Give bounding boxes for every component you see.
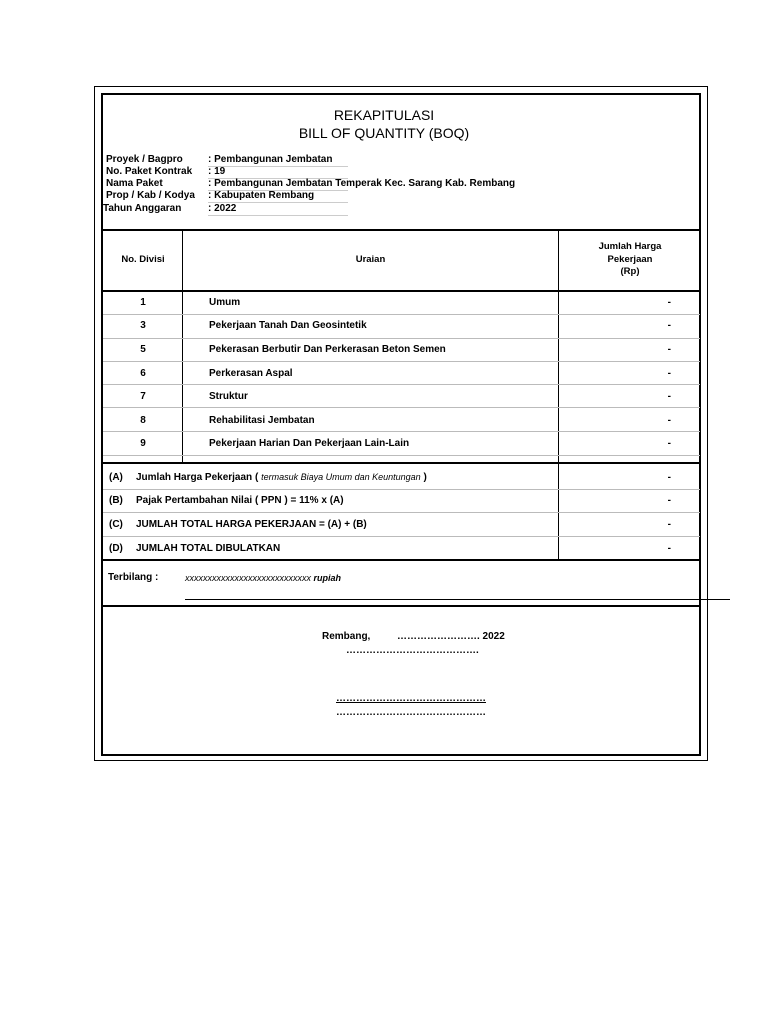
terbilang-suffix: rupiah	[313, 573, 342, 583]
summary-text-note: termasuk Biaya Umum dan Keuntungan	[261, 472, 421, 482]
row-number: 8	[140, 415, 146, 426]
row-number: 1	[140, 297, 146, 308]
summary-amount: -	[667, 495, 671, 506]
row-description: Struktur	[209, 391, 248, 402]
signature-date: ……………………. 2022	[397, 631, 505, 642]
info-label: Prop / Kab / Kodya	[106, 190, 195, 201]
row-amount: -	[667, 297, 671, 308]
row-description: Rehabilitasi Jembatan	[209, 415, 315, 426]
row-number: 7	[140, 391, 146, 402]
row-number: 9	[140, 438, 146, 449]
signature-position: ………………………………….	[346, 645, 479, 656]
info-label: No. Paket Kontrak	[106, 166, 193, 177]
summary-code: (A)	[109, 472, 123, 483]
document-subtitle: BILL OF QUANTITY (BOQ)	[298, 125, 470, 141]
summary-amount: -	[667, 519, 671, 530]
header-jumlah-line3: (Rp)	[620, 266, 640, 277]
info-value: : Pembangunan Jembatan Temperak Kec. Sarang Kab. Rembang	[208, 178, 516, 189]
row-amount: -	[667, 344, 671, 355]
info-value: : Kabupaten Rembang	[208, 190, 315, 201]
summary-text: JUMLAH TOTAL HARGA PEKERJAAN = (A) + (B)	[136, 519, 367, 530]
summary-code: (B)	[109, 495, 123, 506]
summary-amount: -	[667, 472, 671, 483]
header-jumlah-line2: Pekerjaan	[607, 254, 653, 265]
row-amount: -	[667, 415, 671, 426]
summary-text: JUMLAH TOTAL DIBULATKAN	[136, 543, 281, 554]
terbilang-words: xxxxxxxxxxxxxxxxxxxxxxxxxxxx	[185, 573, 311, 583]
row-number: 5	[140, 344, 146, 355]
summary-text	[136, 472, 427, 483]
row-number: 6	[140, 368, 146, 379]
signature-place: Rembang,	[322, 631, 371, 642]
info-label: Tahun Anggaran	[103, 203, 182, 214]
row-description: Umum	[209, 297, 241, 308]
terbilang-label: Terbilang :	[108, 572, 159, 583]
info-value: : 19	[208, 166, 226, 177]
signature-name: ………………………………………	[336, 693, 486, 704]
signature-id: ………………………………………	[336, 707, 486, 718]
info-value: : 2022	[208, 203, 237, 214]
summary-text-close: )	[423, 472, 427, 483]
row-description: Pekerjaan Tanah Dan Geosintetik	[209, 320, 367, 331]
summary-text-main: Jumlah Harga Pekerjaan (	[136, 472, 259, 483]
info-value: : Pembangunan Jembatan	[208, 154, 333, 165]
info-label: Proyek / Bagpro	[106, 154, 183, 165]
row-amount: -	[667, 320, 671, 331]
document-title: REKAPITULASI	[333, 107, 435, 123]
row-amount: -	[667, 391, 671, 402]
row-description: Pekerasan Berbutir Dan Perkerasan Beton Semen	[209, 344, 446, 355]
summary-code: (C)	[109, 519, 123, 530]
row-description: Pekerjaan Harian Dan Pekerjaan Lain-Lain	[209, 438, 410, 449]
info-label: Nama Paket	[106, 178, 163, 189]
row-description: Perkerasan Aspal	[209, 368, 293, 379]
header-jumlah-line1: Jumlah Harga	[598, 241, 662, 252]
row-number: 3	[140, 320, 146, 331]
row-amount: -	[667, 368, 671, 379]
summary-text: Pajak Pertambahan Nilai ( PPN ) = 11% x (A)	[136, 495, 344, 506]
terbilang-value	[185, 573, 341, 583]
row-amount: -	[667, 438, 671, 449]
summary-amount: -	[667, 543, 671, 554]
summary-code: (D)	[109, 543, 123, 554]
header-uraian: Uraian	[355, 254, 386, 265]
header-no-divisi: No. Divisi	[121, 254, 165, 265]
